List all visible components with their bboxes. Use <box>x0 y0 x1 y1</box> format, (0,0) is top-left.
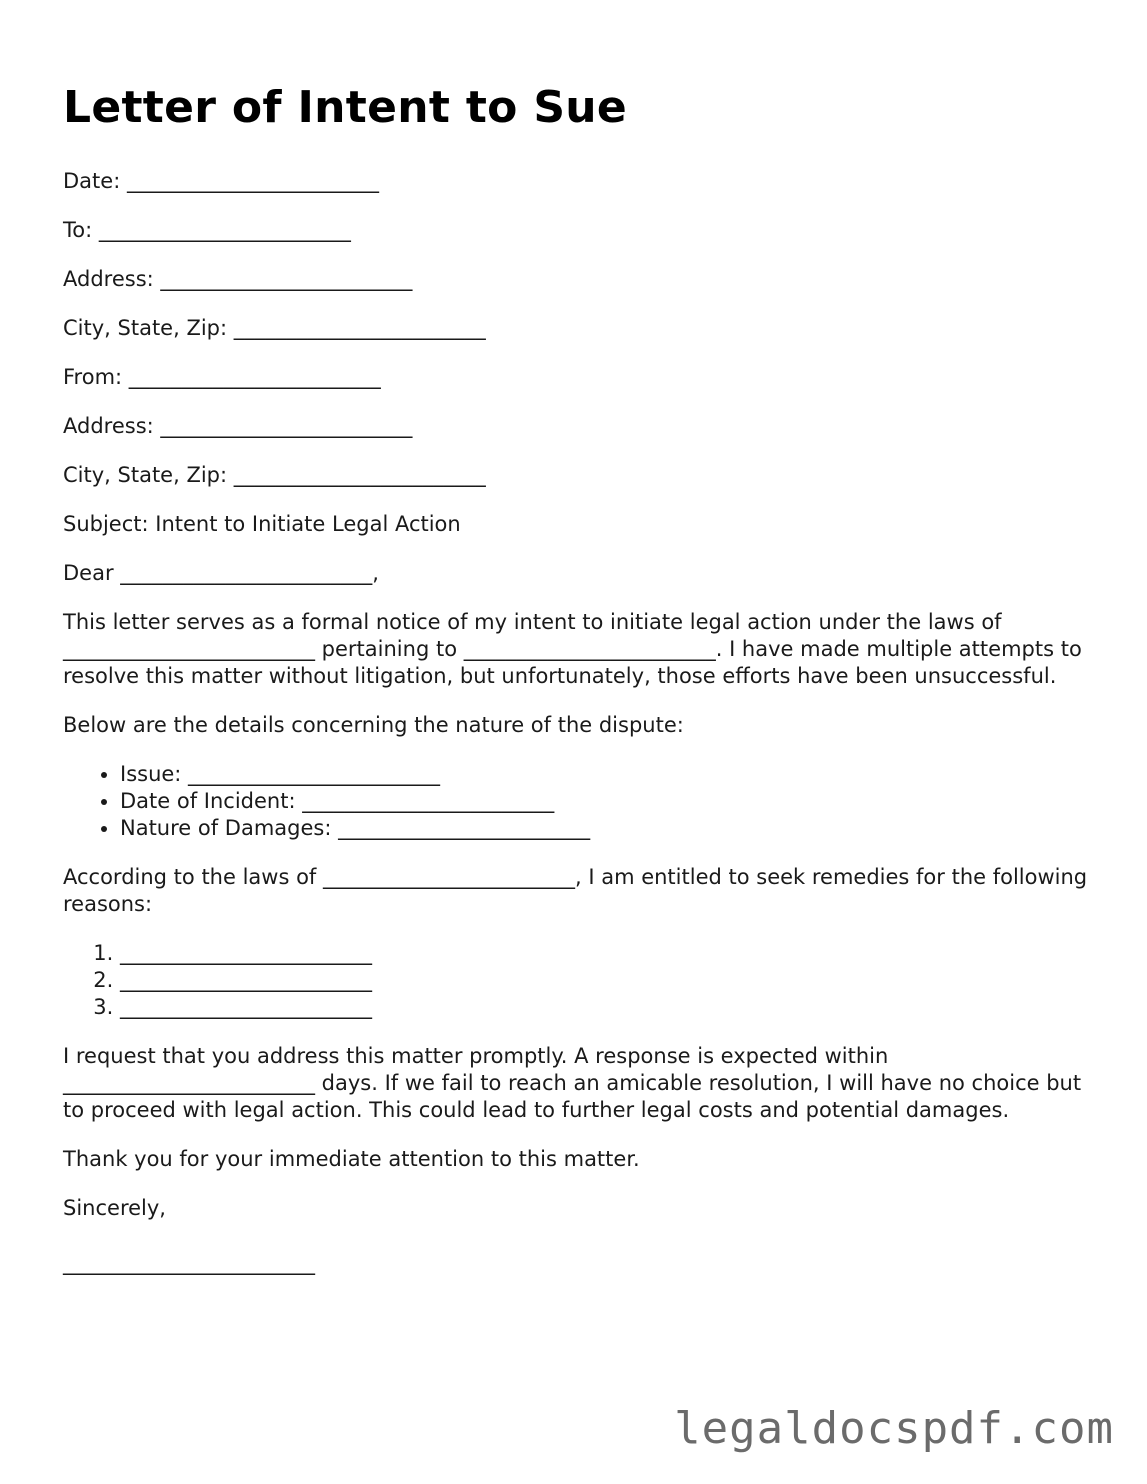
reasons-list <box>63 940 1093 1021</box>
closing-line: Sincerely, <box>63 1196 166 1220</box>
laws-paragraph: According to the laws of ________________________, I am entitled to seek remedies for the following reasons: <box>63 865 1094 916</box>
request-paragraph: I request that you address this matter promptly. A response is expected within ________________________ days. If we fail to reach an amicable resolution, I will have no choice but to proceed with legal action. This could lead to further legal costs and potential damages. <box>63 1044 1088 1122</box>
to-city-state-zip-field: City, State, Zip: ________________________ <box>63 316 486 340</box>
salutation: Dear ________________________, <box>63 561 379 585</box>
dispute-details-list <box>63 761 1093 842</box>
thanks-line: Thank you for your immediate attention to this matter. <box>63 1147 640 1171</box>
reason-item: 3. ________________________ <box>120 994 1093 1021</box>
from-field: From: ________________________ <box>63 365 381 389</box>
detail-date-of-incident: • Date of Incident: ________________________ <box>120 788 1093 815</box>
letter-page <box>63 78 1093 1277</box>
detail-issue: • Issue: ________________________ <box>120 761 1093 788</box>
reason-item: 1. ________________________ <box>120 940 1093 967</box>
signature-line: ________________________ <box>63 1251 315 1275</box>
details-intro: Below are the details concerning the nature of the dispute: <box>63 713 684 737</box>
document-title: Letter of Intent to Sue <box>63 82 628 133</box>
to-field: To: ________________________ <box>63 218 351 242</box>
subject-line: Subject: Intent to Initiate Legal Action <box>63 512 461 536</box>
reason-item: 2. ________________________ <box>120 967 1093 994</box>
from-address-field: Address: ________________________ <box>63 414 413 438</box>
date-field: Date: ________________________ <box>63 169 379 193</box>
detail-nature-of-damages: • Nature of Damages: ________________________ <box>120 815 1093 842</box>
watermark-logo: legaldocspdf.com <box>674 1403 1114 1454</box>
to-address-field: Address: ________________________ <box>63 267 413 291</box>
from-city-state-zip-field: City, State, Zip: ________________________ <box>63 463 486 487</box>
intent-paragraph: This letter serves as a formal notice of my intent to initiate legal action under the laws of ________________________ pertaining to ________________________. I have made multiple attempts to resolve this matter without litigation, but unfortunately, those efforts have been unsuccessful. <box>63 610 1089 688</box>
